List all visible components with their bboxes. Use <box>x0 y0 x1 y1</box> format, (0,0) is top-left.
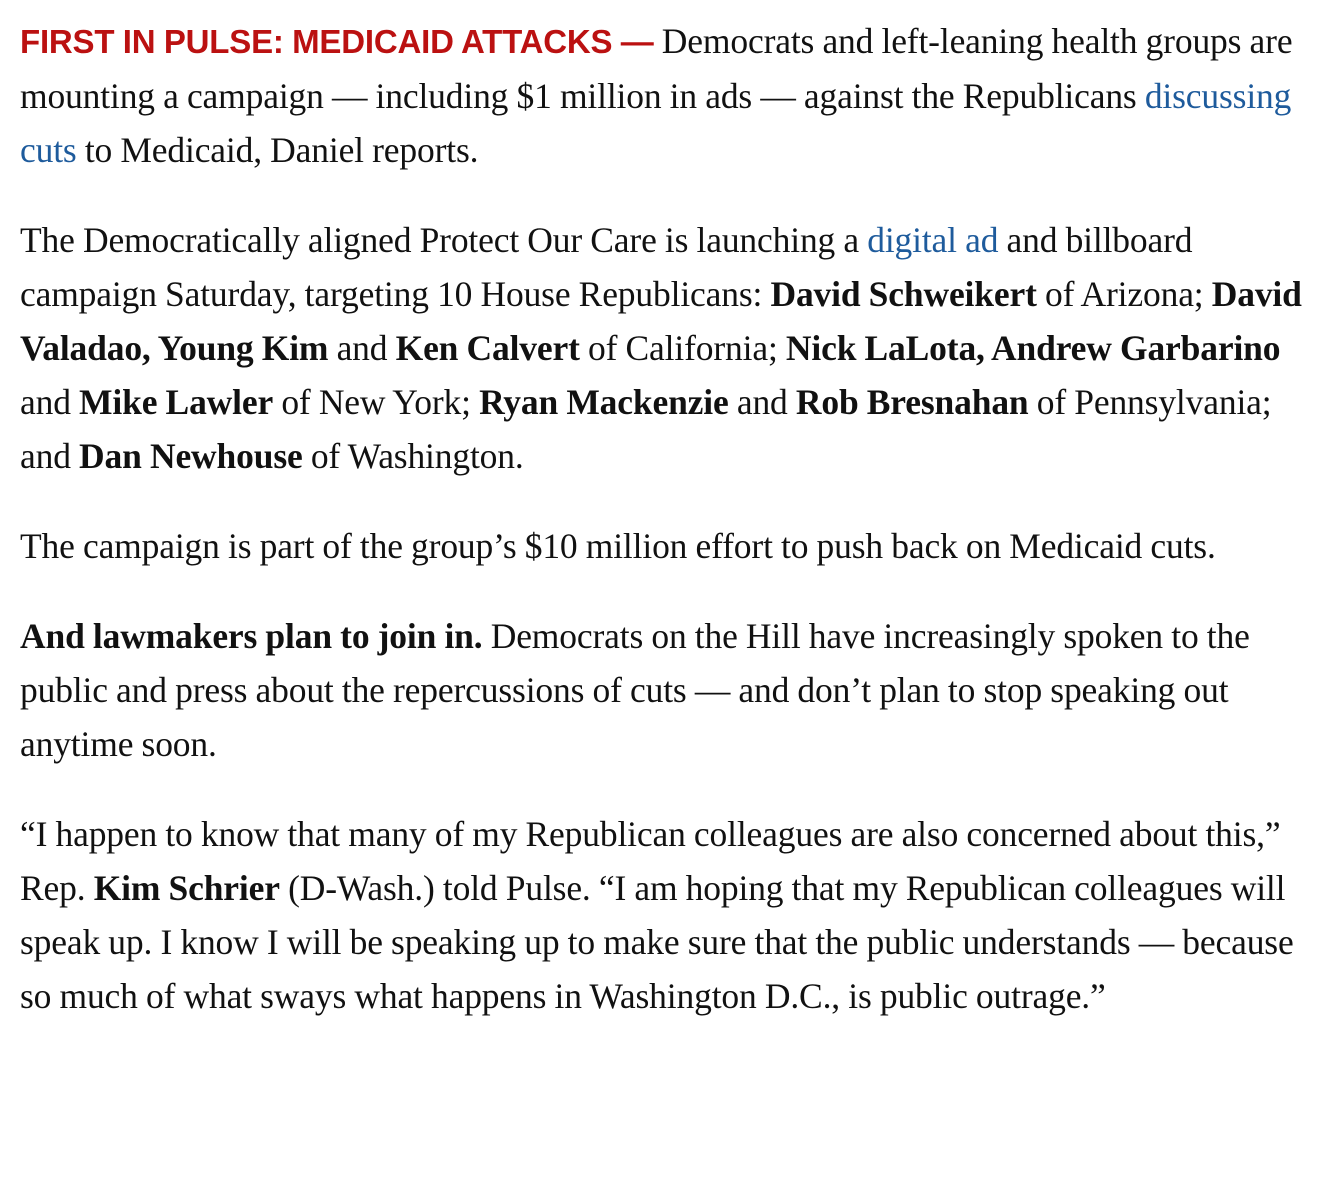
lawmaker-name: Ken Calvert <box>395 328 580 368</box>
section-kicker: FIRST IN PULSE: MEDICAID ATTACKS — <box>20 23 654 60</box>
article-body <box>20 14 1318 1023</box>
lawmaker-name: David Valadao, Young Kim <box>20 274 1302 368</box>
lawmaker-name: Mike Lawler <box>79 382 274 422</box>
paragraph-text: of New York; <box>273 382 480 422</box>
paragraph-text: and billboard campaign Saturday, targeting 10 House Republicans: <box>20 220 1193 314</box>
digital-ad-link[interactable]: digital ad <box>867 220 999 260</box>
lawmaker-name: Rob Bresnahan <box>795 382 1029 422</box>
lawmaker-name: Nick LaLota, Andrew Garbarino <box>785 328 1281 368</box>
paragraph-lawmakers <box>20 609 1318 771</box>
discussing-cuts-link[interactable]: discussing cuts <box>20 76 1292 170</box>
paragraph-text: of Pennsylvania; and <box>20 382 1272 476</box>
paragraph-text: The campaign is part of the group’s $10 million effort to push back on Medicaid cuts. <box>20 526 1216 566</box>
paragraph-text: and <box>20 382 80 422</box>
paragraph-text: and <box>728 382 796 422</box>
lawmaker-name: Ryan Mackenzie <box>479 382 729 422</box>
lawmaker-name: Kim Schrier <box>93 868 280 908</box>
paragraph-text: of California; <box>579 328 786 368</box>
paragraph-text: of Arizona; <box>1036 274 1212 314</box>
paragraph-quote <box>20 807 1318 1023</box>
paragraph-text: “I happen to know that many of my Republican colleagues are also concerned about this,” Rep. <box>20 814 1281 908</box>
paragraph-text: Democrats on the Hill have increasingly spoken to the public and press about the repercussions of cuts — and don’t plan to stop speaking out anytime soon. <box>20 616 1250 764</box>
paragraph-medicaid-attacks <box>20 14 1318 177</box>
paragraph-text: Democrats and left-leaning health groups are mounting a campaign — including $1 million in ads — against the Republicans <box>20 21 1293 116</box>
paragraph-ad-campaign <box>20 213 1318 483</box>
paragraph-text: The Democratically aligned Protect Our Care is launching a <box>20 220 868 260</box>
paragraph-effort <box>20 519 1318 573</box>
paragraph-text: (D-Wash.) told Pulse. “I am hoping that my Republican colleagues will speak up. I know I will be speaking up to make sure that the public understands — because so much of what sways what happens in Washington D.C., is public outrage.” <box>20 868 1294 1016</box>
paragraph-lead: And lawmakers plan to join in. <box>20 616 483 656</box>
paragraph-text: of Washington. <box>302 436 524 476</box>
paragraph-text: and <box>328 328 396 368</box>
lawmaker-name: Dan Newhouse <box>79 436 303 476</box>
paragraph-text: to Medicaid, Daniel reports. <box>76 130 479 170</box>
lawmaker-name: David Schweikert <box>770 274 1037 314</box>
